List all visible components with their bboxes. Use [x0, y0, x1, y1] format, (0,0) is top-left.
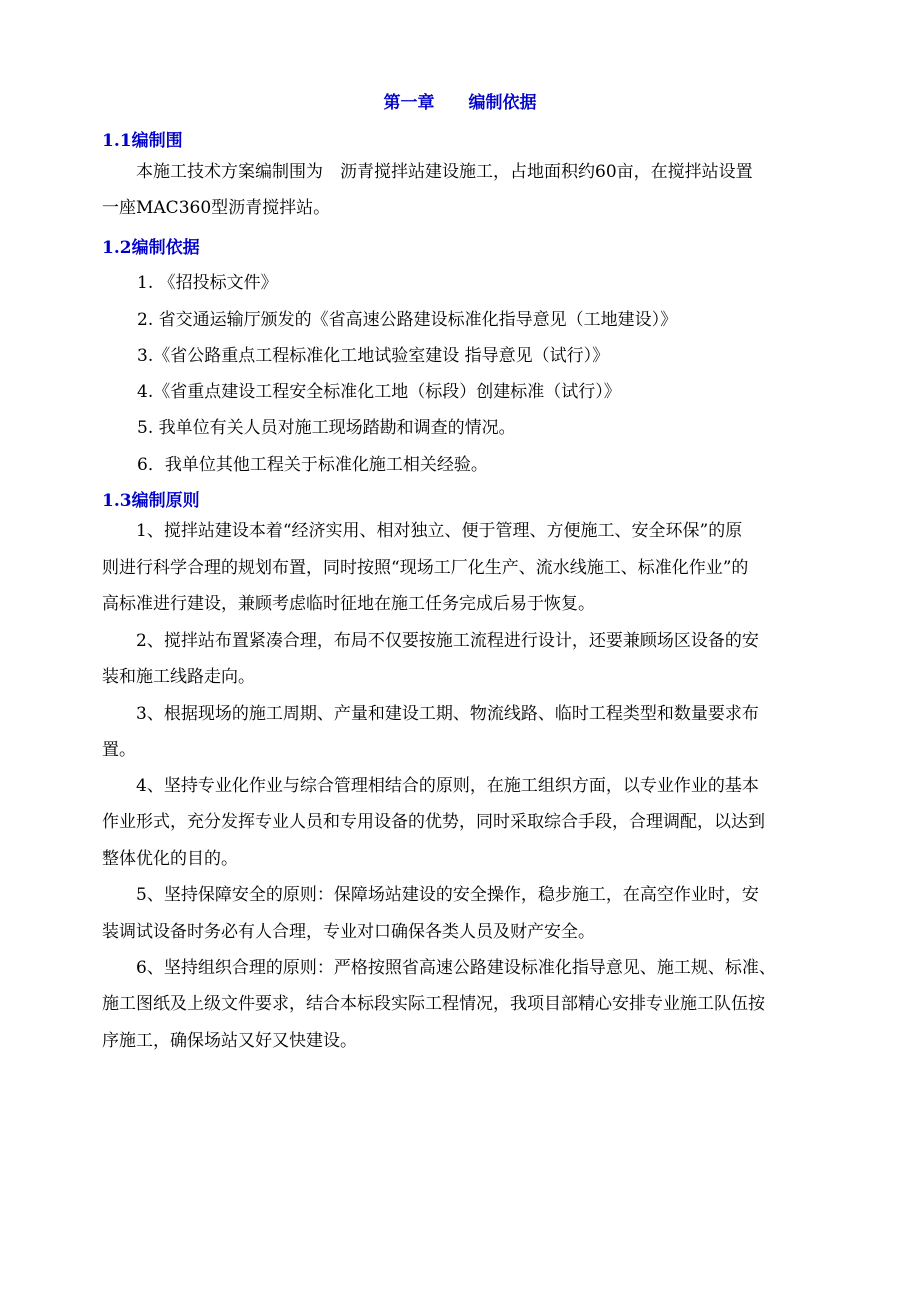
principle-4-line: 整体优化的目的。 [102, 849, 238, 869]
chapter-title: 第一章 编制依据 [383, 93, 537, 113]
principle-3-line: 3、根据现场的施工周期、产量和建设工期、物流线路、临时工程类型和数量要求布 [136, 704, 759, 724]
principle-4-line: 4、坚持专业化作业与综合管理相结合的原则，在施工组织方面，以专业作业的基本 [136, 776, 759, 796]
basis-list-item: 1. 《招投标文件》 [137, 273, 278, 293]
section-heading-1-1: 1.1编制围 [102, 131, 183, 151]
principle-1-line: 高标准进行建设，兼顾考虑临时征地在施工任务完成后易于恢复。 [102, 594, 595, 614]
basis-list-item: 4.《省重点建设工程安全标准化工地（标段）创建标准（试行）》 [137, 382, 621, 402]
principle-5-line: 5、坚持保障安全的原则：保障场站建设的安全操作，稳步施工，在高空作业时，安 [136, 885, 759, 905]
principle-4-line: 作业形式，充分发挥专业人员和专用设备的优势，同时采取综合手段，合理调配，以达到 [102, 812, 765, 832]
principle-2-line: 2、搅拌站布置紧凑合理，布局不仅要按施工流程进行设计，还要兼顾场区设备的安 [136, 631, 759, 651]
scope-paragraph-line: 一座MAC360型沥青搅拌站。 [102, 198, 331, 218]
principle-1-line: 1、搅拌站建设本着“经济实用、相对独立、便于管理、方便施工、安全环保”的原 [136, 521, 743, 541]
principle-3-line: 置。 [102, 740, 136, 760]
basis-list-item: 5. 我单位有关人员对施工现场踏勘和调查的情况。 [137, 418, 516, 438]
basis-list-item: 2. 省交通运输厅颁发的《省高速公路建设标准化指导意见（工地建设）》 [137, 310, 678, 330]
principle-1-line: 则进行科学合理的规划布置，同时按照“现场工厂化生产、流水线施工、标准化作业”的 [102, 558, 749, 578]
section-heading-1-2: 1.2编制依据 [102, 238, 200, 258]
principle-6-line: 施工图纸及上级文件要求，结合本标段实际工程情况，我项目部精心安排专业施工队伍按 [102, 994, 765, 1014]
principle-6-line: 6、坚持组织合理的原则：严格按照省高速公路建设标准化指导意见、施工规、标准、 [136, 958, 776, 978]
principle-5-line: 装调试设备时务必有人合理，专业对口确保各类人员及财产安全。 [102, 922, 595, 942]
principle-6-line: 序施工，确保场站又好又快建设。 [102, 1031, 357, 1051]
section-heading-1-3: 1.3编制原则 [102, 491, 200, 511]
principle-2-line: 装和施工线路走向。 [102, 667, 255, 687]
basis-list-item: 6．我单位其他工程关于标准化施工相关经验。 [137, 455, 488, 475]
basis-list-item: 3.《省公路重点工程标准化工地试验室建设 指导意见（试行）》 [137, 346, 610, 366]
scope-paragraph-line: 本施工技术方案编制围为 沥青搅拌站建设施工，占地面积约60亩，在搅拌站设置 [136, 162, 753, 182]
